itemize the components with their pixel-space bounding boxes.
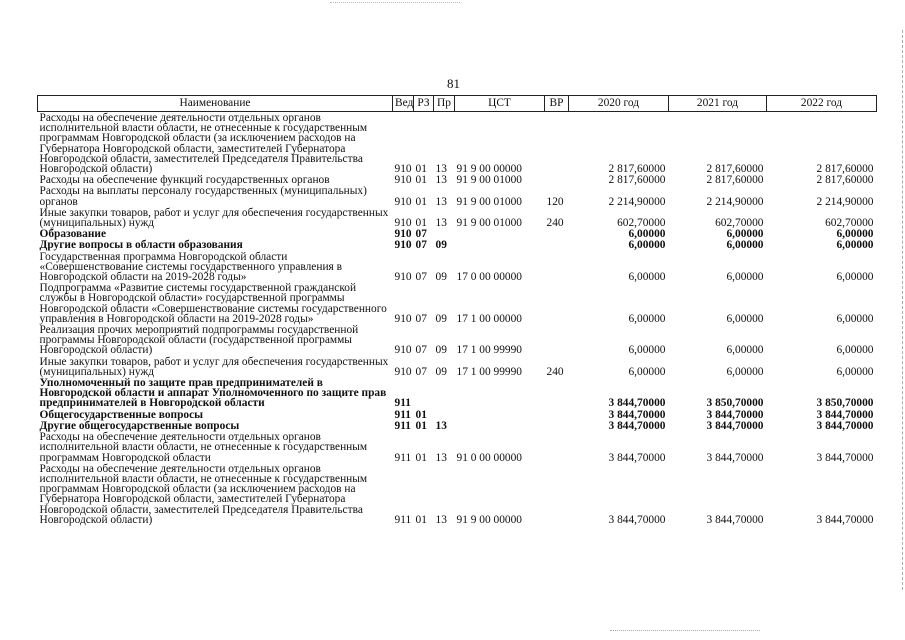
row-name: Расходы на выплаты персоналу государственных (муниципальных) органов bbox=[39, 185, 367, 208]
row-amount-2022: 6,00000 bbox=[836, 228, 874, 241]
table-row bbox=[38, 239, 877, 250]
row-amount-2020: 2 817,60000 bbox=[608, 174, 666, 187]
row-rz bbox=[414, 377, 434, 409]
row-ved: 910 bbox=[394, 163, 412, 176]
row-vr bbox=[545, 463, 569, 525]
row-rz: 01 bbox=[415, 513, 427, 526]
row-amount-2020: 6,00000 bbox=[628, 228, 666, 241]
row-cst: 91 0 00 00000 bbox=[456, 451, 522, 464]
row-cst bbox=[455, 420, 545, 431]
row-pr: 13 bbox=[435, 195, 447, 208]
row-vr bbox=[545, 377, 569, 409]
row-name: Другие общегосударственные вопросы bbox=[39, 419, 240, 432]
row-name: Иные закупки товаров, работ и услуг для обеспечения государственных (муниципальных) нужд bbox=[39, 355, 389, 378]
row-amount-2020: 3 844,70000 bbox=[608, 397, 666, 410]
row-name: Другие вопросы в области образования bbox=[39, 239, 243, 252]
row-amount-2021: 3 844,70000 bbox=[706, 513, 764, 526]
table-row bbox=[38, 356, 877, 377]
row-cst: 17 1 00 99990 bbox=[456, 365, 522, 378]
row-amount-2020: 2 817,60000 bbox=[608, 163, 666, 176]
row-amount-2021: 6,00000 bbox=[726, 365, 764, 378]
row-rz: 01 bbox=[415, 408, 427, 421]
row-rz: 01 bbox=[415, 163, 427, 176]
row-vr bbox=[545, 112, 569, 175]
row-cst: 17 1 00 00000 bbox=[456, 312, 522, 325]
row-pr: 13 bbox=[435, 163, 447, 176]
row-vr bbox=[545, 431, 569, 463]
column-header-cst: ЦСТ bbox=[455, 96, 545, 112]
row-pr: 13 bbox=[435, 513, 447, 526]
row-vr bbox=[545, 282, 569, 324]
row-amount-2022: 2 817,60000 bbox=[816, 163, 874, 176]
row-pr bbox=[434, 377, 455, 409]
row-cst: 91 9 00 01000 bbox=[456, 174, 522, 187]
column-header-name: Наименование bbox=[38, 96, 393, 112]
row-vr bbox=[545, 420, 569, 431]
column-header-2020: 2020 год bbox=[569, 96, 669, 112]
row-amount-2021: 6,00000 bbox=[726, 271, 764, 284]
row-amount-2021: 2 214,90000 bbox=[706, 195, 764, 208]
row-pr: 09 bbox=[435, 239, 447, 252]
row-rz: 07 bbox=[415, 228, 427, 241]
row-ved: 910 bbox=[394, 195, 412, 208]
row-amount-2020: 6,00000 bbox=[628, 365, 666, 378]
row-amount-2021: 602,70000 bbox=[715, 217, 764, 230]
row-amount-2021: 3 844,70000 bbox=[706, 408, 764, 421]
row-ved: 910 bbox=[394, 239, 412, 252]
row-amount-2021: 6,00000 bbox=[726, 312, 764, 325]
row-amount-2022: 3 844,70000 bbox=[816, 419, 874, 432]
row-vr bbox=[545, 228, 569, 239]
table-row bbox=[38, 228, 877, 239]
column-header-2022: 2022 год bbox=[767, 96, 877, 112]
row-ved: 910 bbox=[394, 174, 412, 187]
row-ved: 911 bbox=[394, 513, 412, 526]
row-amount-2022: 3 844,70000 bbox=[816, 451, 874, 464]
row-amount-2021: 6,00000 bbox=[726, 228, 764, 241]
row-cst bbox=[455, 377, 545, 409]
column-header-vr: ВР bbox=[545, 96, 569, 112]
row-ved: 911 bbox=[394, 419, 411, 432]
row-pr: 13 bbox=[435, 217, 447, 230]
table-row bbox=[38, 431, 877, 463]
table-row bbox=[38, 185, 877, 206]
table-row bbox=[38, 324, 877, 356]
row-amount-2021: 6,00000 bbox=[726, 239, 764, 252]
row-cst: 17 1 00 99990 bbox=[456, 344, 522, 357]
row-name: Реализация прочих мероприятий подпрограммы государственной программы Новгородской области (государственной программы Новгородской области) bbox=[39, 324, 359, 357]
row-vr bbox=[545, 324, 569, 356]
row-vr bbox=[545, 251, 569, 283]
row-cst: 17 0 00 00000 bbox=[456, 271, 522, 284]
row-ved: 910 bbox=[394, 271, 412, 284]
row-rz: 01 bbox=[415, 195, 427, 208]
table-body bbox=[38, 112, 877, 525]
row-pr: 13 bbox=[435, 419, 447, 432]
row-pr: 09 bbox=[435, 271, 447, 284]
row-name: Расходы на обеспечение деятельности отдельных органов исполнительной власти области, не отнесенные к государственным программам Новгородской области bbox=[39, 431, 368, 464]
row-vr bbox=[545, 174, 569, 185]
row-ved: 910 bbox=[394, 365, 412, 378]
row-amount-2021: 6,00000 bbox=[726, 344, 764, 357]
row-amount-2022: 2 817,60000 bbox=[816, 174, 874, 187]
table-row bbox=[38, 282, 877, 324]
row-cst: 91 9 00 00000 bbox=[456, 163, 522, 176]
table-header-row bbox=[38, 96, 877, 112]
row-amount-2021: 2 817,60000 bbox=[706, 174, 764, 187]
row-amount-2022: 6,00000 bbox=[836, 239, 874, 252]
row-name: Общегосударственные вопросы bbox=[39, 408, 204, 421]
row-cst: 91 9 00 01000 bbox=[456, 217, 522, 230]
column-header-2021: 2021 год bbox=[669, 96, 767, 112]
row-amount-2022: 2 214,90000 bbox=[816, 195, 874, 208]
row-rz: 01 bbox=[415, 419, 427, 432]
row-vr bbox=[545, 409, 569, 420]
row-amount-2020: 3 844,70000 bbox=[608, 451, 666, 464]
row-cst: 91 9 00 00000 bbox=[456, 513, 522, 526]
row-pr bbox=[434, 409, 455, 420]
budget-table bbox=[37, 95, 877, 525]
column-header-ved: Вед bbox=[393, 96, 414, 112]
row-amount-2021: 2 817,60000 bbox=[706, 163, 764, 176]
row-rz: 07 bbox=[415, 312, 427, 325]
row-amount-2022: 3 850,70000 bbox=[816, 397, 874, 410]
row-amount-2021: 3 844,70000 bbox=[706, 419, 764, 432]
row-cst bbox=[455, 239, 545, 250]
row-amount-2020: 602,70000 bbox=[617, 217, 666, 230]
scan-artifact-top bbox=[330, 2, 460, 4]
row-name: Расходы на обеспечение деятельности отдельных органов исполнительной власти области, не отнесенные к государственным программам Новгородской области (за исключением расходов на Губернатора Новгородской области, заместителей Губернатора Новгородской области, заместителей Председателя Правительства Новгородской области) bbox=[39, 112, 368, 176]
row-amount-2020: 6,00000 bbox=[628, 239, 666, 252]
row-ved: 911 bbox=[394, 451, 412, 464]
table-row bbox=[38, 207, 877, 228]
row-amount-2020: 2 214,90000 bbox=[608, 195, 666, 208]
row-amount-2020: 3 844,70000 bbox=[608, 513, 666, 526]
row-name: Расходы на обеспечение функций государственных органов bbox=[39, 174, 330, 187]
row-name: Расходы на обеспечение деятельности отдельных органов исполнительной власти области, не отнесенные к государственным программам Новгородской области (за исключением расходов на Губернатора Новгородской области, заместителей Губернатора Новгородской области, заместителей Председателя Правительства Новгородской области) bbox=[39, 462, 368, 526]
row-amount-2022: 6,00000 bbox=[836, 344, 874, 357]
row-ved: 910 bbox=[394, 228, 412, 241]
row-pr: 09 bbox=[435, 344, 447, 357]
row-rz: 01 bbox=[415, 451, 427, 464]
row-name: Подпрограмма «Развитие системы государственной гражданской службы в Новгородской области» государственной программы Новгородской области «Совершенствование системы государственного управления в Новгородской области на 2019-2028 годы» bbox=[39, 282, 387, 325]
row-cst bbox=[455, 228, 545, 239]
row-pr: 09 bbox=[435, 365, 447, 378]
row-amount-2022: 6,00000 bbox=[836, 271, 874, 284]
row-amount-2020: 3 844,70000 bbox=[608, 408, 666, 421]
row-rz: 01 bbox=[415, 217, 427, 230]
row-amount-2021: 3 850,70000 bbox=[706, 397, 764, 410]
row-vr: 120 bbox=[546, 195, 564, 208]
table-row bbox=[38, 251, 877, 283]
row-rz: 01 bbox=[415, 174, 427, 187]
table-row bbox=[38, 420, 877, 431]
row-amount-2021: 3 844,70000 bbox=[706, 451, 764, 464]
row-pr: 13 bbox=[435, 174, 447, 187]
row-pr: 13 bbox=[435, 451, 447, 464]
row-amount-2022: 6,00000 bbox=[836, 312, 874, 325]
row-ved: 910 bbox=[394, 312, 412, 325]
row-amount-2022: 602,70000 bbox=[825, 217, 874, 230]
page-number: 81 bbox=[447, 76, 460, 91]
row-cst: 91 9 00 01000 bbox=[456, 195, 522, 208]
row-amount-2022: 3 844,70000 bbox=[816, 513, 874, 526]
row-amount-2020: 3 844,70000 bbox=[608, 419, 666, 432]
table-row bbox=[38, 409, 877, 420]
row-pr: 09 bbox=[435, 312, 447, 325]
row-amount-2020: 6,00000 bbox=[628, 344, 666, 357]
row-amount-2020: 6,00000 bbox=[628, 312, 666, 325]
row-ved: 910 bbox=[394, 344, 412, 357]
row-cst bbox=[455, 409, 545, 420]
table-row bbox=[38, 112, 877, 175]
row-ved: 910 bbox=[394, 217, 412, 230]
row-name: Уполномоченный по защите прав предпринимателей в Новгородской области и аппарат Уполномоченного по защите прав предпринимателей в Новгородской области bbox=[39, 377, 387, 410]
row-ved: 911 bbox=[394, 397, 411, 410]
scan-edge-line bbox=[901, 30, 903, 590]
row-amount-2022: 3 844,70000 bbox=[816, 408, 874, 421]
scan-artifact-bottom bbox=[610, 630, 760, 632]
row-name: Государственная программа Новгородской области «Совершенствование системы государственного управления в Новгородской области на 2019-2028 годы» bbox=[39, 250, 343, 284]
row-name: Иные закупки товаров, работ и услуг для обеспечения государственных (муниципальных) нужд bbox=[39, 206, 389, 230]
table-row bbox=[38, 463, 877, 525]
row-rz: 07 bbox=[415, 239, 427, 252]
table-row bbox=[38, 174, 877, 185]
row-vr: 240 bbox=[546, 217, 564, 230]
column-header-pr: Пр bbox=[434, 96, 455, 112]
row-rz: 07 bbox=[415, 344, 427, 357]
table-row bbox=[38, 377, 877, 409]
row-rz: 07 bbox=[415, 365, 427, 378]
row-name: Образование bbox=[39, 228, 107, 241]
row-ved: 911 bbox=[394, 408, 411, 421]
row-rz: 07 bbox=[415, 271, 427, 284]
row-amount-2022: 6,00000 bbox=[836, 365, 874, 378]
row-amount-2020: 6,00000 bbox=[628, 271, 666, 284]
column-header-rz: РЗ bbox=[414, 96, 434, 112]
row-vr bbox=[545, 239, 569, 250]
row-vr: 240 bbox=[546, 365, 564, 378]
row-pr bbox=[434, 228, 455, 239]
